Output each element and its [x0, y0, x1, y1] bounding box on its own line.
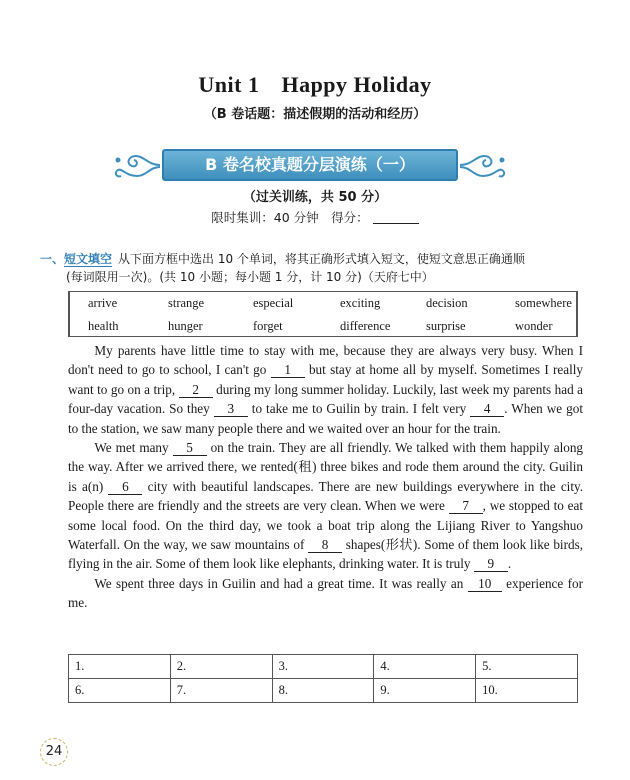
section-number: 一、: [40, 252, 65, 266]
unit-label: Unit 1: [198, 72, 260, 97]
blank-6[interactable]: 6: [108, 480, 142, 495]
blank-9[interactable]: 9: [474, 557, 508, 572]
word-item: arrive: [88, 296, 118, 310]
blank-8[interactable]: 8: [308, 538, 342, 553]
section-instruction: [40, 250, 588, 286]
word-item: surprise: [426, 319, 466, 333]
passage-paragraph: [68, 438, 583, 574]
answer-table: [68, 654, 578, 703]
left-swirl-ornament: [110, 148, 162, 182]
timing-label: 限时集训：40 分钟 得分：: [211, 210, 369, 225]
section-banner: [110, 146, 510, 186]
answer-cell[interactable]: 8.: [272, 679, 374, 703]
word-item: hunger: [168, 319, 203, 333]
passage-text: .: [507, 556, 512, 572]
answer-cell[interactable]: 9.: [374, 679, 476, 703]
passage-text: experience for me.: [68, 575, 584, 611]
passage-text: city with beautiful landscapes. There are new buildings everywhere in the city. People there are friendly and the streets are very clean. When we were: [68, 478, 584, 514]
practice-title: （过关训练，共 50 分）: [242, 190, 388, 205]
table-row: [69, 655, 578, 679]
word-item: decision: [426, 296, 468, 310]
word-item: exciting: [340, 296, 381, 310]
answer-cell[interactable]: 5.: [476, 655, 578, 679]
topic-subtitle: （B 卷话题：描述假期的活动和经历）: [203, 107, 427, 122]
passage-text: on the train. They are all friendly. We talked with them happily along the way. After we arrived there, we rented(租) three bikes and rode them around the city. Guilin is a(n): [68, 440, 584, 494]
passage-text: We spent three days in Guilin and had a great time. It was really an: [94, 575, 464, 591]
passage-text: to take me to Guilin by train. I felt very: [251, 401, 467, 417]
blank-4[interactable]: 4: [470, 402, 504, 417]
word-item: difference: [340, 319, 391, 333]
answer-cell[interactable]: 7.: [170, 679, 272, 703]
passage-paragraph: [68, 574, 583, 613]
right-swirl-ornament: [458, 148, 510, 182]
blank-10[interactable]: 10: [468, 577, 502, 592]
page-number: 24: [40, 738, 68, 766]
blank-1[interactable]: 1: [271, 363, 305, 378]
answer-cell[interactable]: 10.: [476, 679, 578, 703]
blank-5[interactable]: 5: [173, 441, 207, 456]
answer-cell[interactable]: 4.: [374, 655, 476, 679]
word-item: wonder: [515, 319, 553, 333]
word-bank: [68, 291, 578, 337]
score-blank[interactable]: [373, 223, 419, 224]
answer-cell[interactable]: 1.: [69, 655, 171, 679]
passage-text: but stay at home all by myself. Sometimes I really want to go on a trip,: [68, 362, 584, 397]
instruction-text-2: (每词限用一次)。(共 10 小题；每小题 1 分，计 10 分)（天府七中）: [66, 270, 434, 284]
section-tag: 短文填空: [64, 252, 113, 266]
word-item: strange: [168, 296, 205, 310]
word-item: somewhere: [515, 296, 572, 310]
word-item: forget: [253, 319, 283, 333]
timing-line: [0, 208, 630, 226]
answer-cell[interactable]: 2.: [170, 655, 272, 679]
banner-title: B 卷名校真题分层演练（一）: [162, 149, 458, 181]
passage-text: shapes(形状). Some of them look like birds, flying in the air. Some of them look like elephants, drinking water. It is truly: [68, 537, 584, 572]
passage-text: , we stopped to eat some local food. On the third day, we took a boat trip along the Lijiang River to Yangshuo Waterfall. On the way, we saw mountains of: [68, 498, 584, 553]
passage-text: during my long summer holiday. Luckily, last week my parents had a four-day vacation. So they: [68, 381, 584, 417]
answer-cell[interactable]: 6.: [69, 679, 171, 703]
unit-title: Happy Holiday: [281, 72, 432, 97]
answer-cell[interactable]: 3.: [272, 655, 374, 679]
passage-text: We met many: [94, 440, 169, 456]
word-item: health: [88, 319, 119, 333]
passage-paragraph: [68, 341, 583, 438]
word-item: especial: [253, 296, 294, 310]
instruction-text: 从下面方框中选出 10 个单词，将其正确形式填入短文，使短文意思正确通顺: [118, 252, 525, 266]
blank-7[interactable]: 7: [449, 499, 483, 514]
table-row: [69, 679, 578, 703]
cloze-passage: [68, 341, 583, 613]
blank-2[interactable]: 2: [179, 383, 213, 398]
page-title: [0, 72, 630, 98]
passage-text: My parents have little time to stay with me, because they are always very busy. When I don't need to go to school, I can't go: [68, 343, 583, 378]
passage-text: . When we got to the station, we saw many people there and we waited over an hour for the train.: [68, 401, 584, 436]
blank-3[interactable]: 3: [214, 402, 248, 417]
